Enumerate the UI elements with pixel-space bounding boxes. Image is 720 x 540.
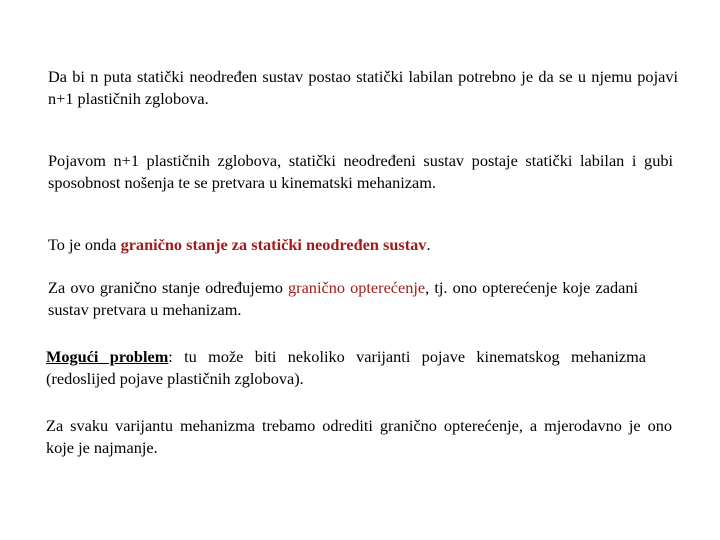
paragraph-6: Za svaku varijantu mehanizma trebamo odrediti granično opterećenje, a mjerodavno je ono koje je najmanje. <box>46 416 672 457</box>
term-possible-problem: Mogući problem <box>46 347 169 366</box>
paragraph-5 <box>46 346 646 390</box>
paragraph-3 <box>48 234 678 256</box>
paragraph-1: Da bi n puta statički neodređen sustav postao statički labilan potrebno je da se u njemu pojavi n+1 plastičnih zglobova. <box>48 67 678 108</box>
text: Za ovo granično stanje određujemo <box>48 278 289 297</box>
highlight-limit-state: granično stanje za statički neodređen sustav <box>120 235 427 254</box>
text: , tj. ono opterećenje koje zadani sustav pretvara u mehanizam. <box>48 278 638 319</box>
highlight-limit-load: granično opterećenje <box>288 278 426 297</box>
text: . <box>426 235 431 254</box>
paragraph-2: Pojavom n+1 plastičnih zglobova, statički neodređeni sustav postaje statički labilan i gubi sposobnost nošenja te se pretvara u kinematski mehanizam. <box>48 151 673 192</box>
text: To je onda <box>48 235 121 254</box>
text: : tu može biti nekoliko varijanti pojave kinematskog mehanizma (redoslijed pojave plastičnih zglobova). <box>46 347 646 388</box>
paragraph-4 <box>48 277 638 321</box>
